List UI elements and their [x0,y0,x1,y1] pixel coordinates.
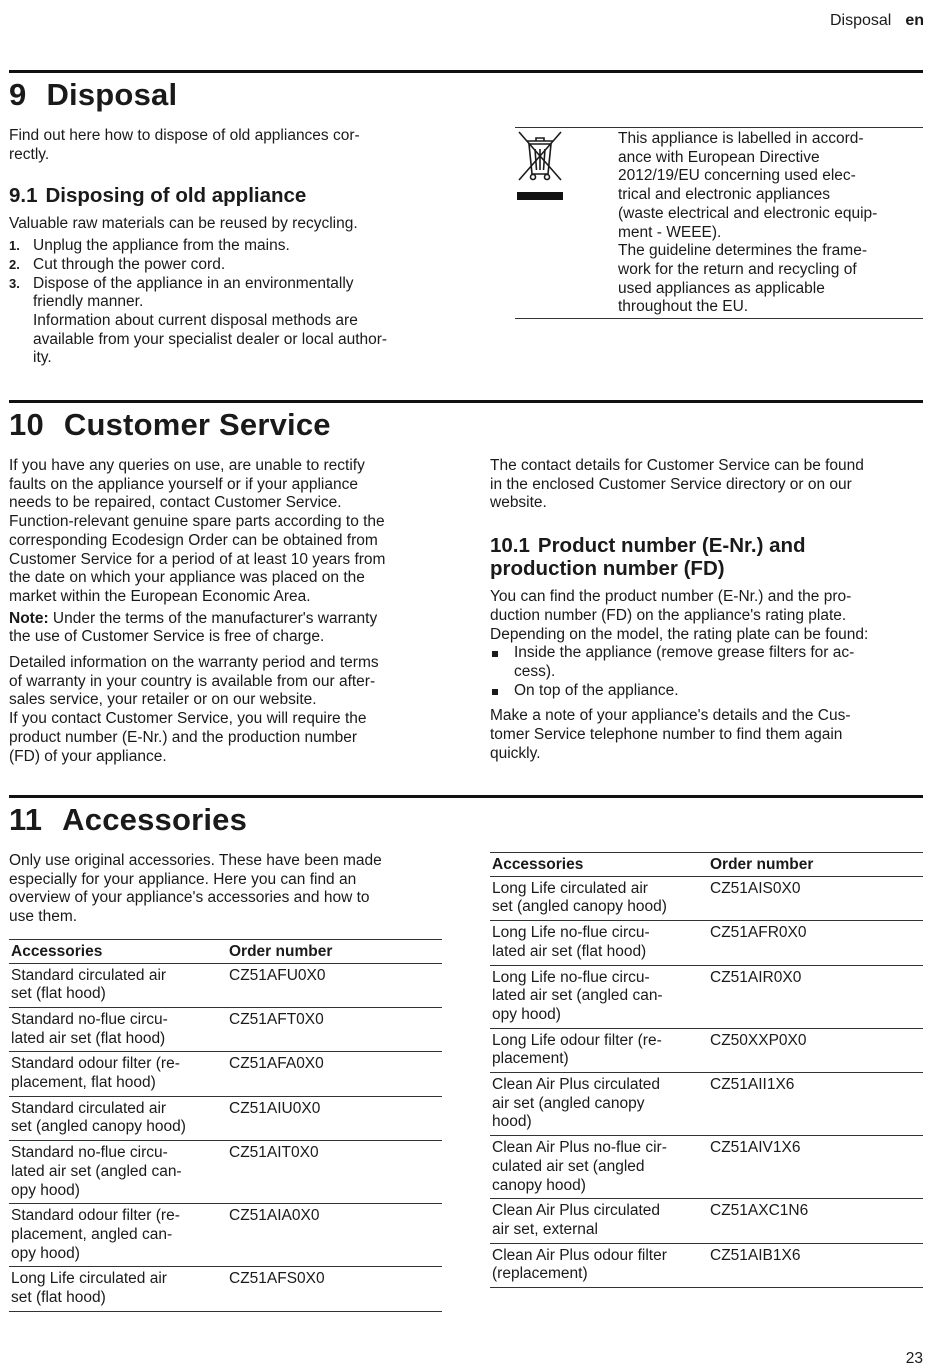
product-note-paragraph: Make a note of your appliance's details and the Cus- tomer Service telephone number to find them again quickly. [490,707,851,762]
subsection-heading-product-number: 10.1 Product number (E-Nr.) and production number (FD) [490,534,806,581]
product-number-paragraph: You can find the product number (E-Nr.) and the pro- duction number (FD) on the appliance's rating plate. Depending on the model, the rating plate can be found: [490,588,869,643]
table-row [490,965,923,1028]
table-row [9,1007,442,1051]
weee-notice [515,127,923,319]
bullet-square-icon [492,651,498,657]
order-number: CZ51AFT0X0 [227,1007,442,1051]
accessory-name: Clean Air Plus odour filter (replacement) [490,1243,708,1287]
table-row [490,876,923,920]
table-row [490,1136,923,1199]
accessories-table-left [9,939,442,1312]
service-left-column [9,457,449,766]
accessory-name: Clean Air Plus no-flue cir- culated air set (angled canopy hood) [490,1136,708,1199]
order-number: CZ51AFR0X0 [708,921,923,965]
table-row [9,1141,442,1204]
order-number: CZ51AFU0X0 [227,963,442,1007]
service-contact-paragraph: The contact details for Customer Service can be found in the enclosed Customer Service directory or on our website. [490,457,864,512]
accessory-name: Standard odour filter (re- placement, flat hood) [9,1052,227,1096]
section-rule [9,795,923,798]
table-row [9,963,442,1007]
section-title: Disposal [46,77,178,112]
column-header-order-number: Order number [708,853,923,877]
accessories-left-column [9,852,442,1312]
section-heading-disposal [9,77,177,113]
order-number: CZ51AIR0X0 [708,965,923,1028]
table-row [9,1204,442,1267]
weee-text: This appliance is labelled in accord- ance with European Directive 2012/19/EU concerning used elec- trical and electronic appliances (waste electrical and electronic equip- ment - WEEE). The guideline determines the frame- work for the return and recycling of used appliances as applicable throughout the EU. [618,130,878,316]
accessories-table-right [490,852,923,1288]
running-header [830,12,924,31]
table-row [9,1096,442,1140]
column-header-accessories: Accessories [490,853,708,877]
section-number: 9 [9,77,27,112]
accessory-name: Standard no-flue circu- lated air set (flat hood) [9,1007,227,1051]
list-item: 3. Dispose of the appliance in an environmentally friendly manner. Information about current disposal methods are available from your specialist dealer or local author- ity. [9,274,388,367]
section-heading-customer-service [9,407,331,443]
crossed-out-wheelie-bin-icon [515,130,565,202]
service-note: Note: Under the terms of the manufacturer's warranty the use of Customer Service is free of charge. [9,609,378,646]
order-number: CZ51AIB1X6 [708,1243,923,1287]
service-right-column [490,457,930,763]
accessory-name: Clean Air Plus circulated air set, external [490,1199,708,1243]
accessory-name: Long Life no-flue circu- lated air set (angled can- opy hood) [490,965,708,1028]
column-header-accessories: Accessories [9,939,227,963]
list-item: 2. Cut through the power cord. [9,255,226,273]
order-number: CZ51AII1X6 [708,1073,923,1136]
section-title: Accessories [62,802,248,837]
order-number: CZ51AFA0X0 [227,1052,442,1096]
accessory-name: Long Life circulated air set (angled canopy hood) [490,876,708,920]
header-section: Disposal [829,12,892,29]
header-language: en [905,12,924,29]
accessory-name: Standard odour filter (re- placement, angled can- opy hood) [9,1204,227,1267]
order-number: CZ51AIS0X0 [708,876,923,920]
order-number: CZ51AIA0X0 [227,1204,442,1267]
order-number: CZ51AIT0X0 [227,1141,442,1204]
accessory-name: Long Life odour filter (re- placement) [490,1028,708,1072]
section-rule [9,400,923,403]
order-number: CZ50XXP0X0 [708,1028,923,1072]
order-number: CZ51AIU0X0 [227,1096,442,1140]
accessory-name: Standard circulated air set (angled canopy hood) [9,1096,227,1140]
service-paragraph: Detailed information on the warranty period and terms of warranty in your country is available from our after- sales service, your retailer or on our website. If you contact Customer Service, you will require the product number (E-Nr.) and the production number (FD) of your appliance. [9,654,379,765]
order-number: CZ51AFS0X0 [227,1267,442,1311]
accessory-name: Standard no-flue circu- lated air set (angled can- opy hood) [9,1141,227,1204]
table-row [9,1267,442,1311]
order-number: CZ51AIV1X6 [708,1136,923,1199]
section-rule [9,70,923,73]
rating-plate-locations [490,644,930,700]
list-item: 1. Unplug the appliance from the mains. [9,237,290,255]
table-row [490,1073,923,1136]
accessory-name: Long Life circulated air set (flat hood) [9,1267,227,1311]
table-row [490,1243,923,1287]
accessory-name: Clean Air Plus circulated air set (angled canopy hood) [490,1073,708,1136]
accessories-right-column [490,852,923,1288]
bullet-square-icon [492,689,498,695]
disposal-steps [9,237,449,368]
table-row [490,1199,923,1243]
note-label: Note: [9,609,49,627]
disposal-left-column [9,127,449,368]
table-header-row [9,939,442,963]
disposal-lead: Valuable raw materials can be reused by recycling. [9,215,358,233]
table-row [9,1052,442,1096]
disposal-intro: Find out here how to dispose of old appliances cor- rectly. [9,127,360,163]
section-heading-accessories [9,802,247,838]
subsection-heading-disposing: 9.1 Disposing of old appliance [9,184,307,208]
table-row [490,921,923,965]
section-number: 10 [9,407,44,442]
page-number: 23 [905,1350,923,1367]
table-header-row [490,853,923,877]
section-number: 11 [9,802,43,837]
column-header-order-number: Order number [227,939,442,963]
accessory-name: Long Life no-flue circu- lated air set (flat hood) [490,921,708,965]
table-row [490,1028,923,1072]
order-number: CZ51AXC1N6 [708,1199,923,1243]
list-item: On top of the appliance. [490,682,930,701]
accessory-name: Standard circulated air set (flat hood) [9,963,227,1007]
section-title: Customer Service [63,407,331,442]
list-item: Inside the appliance (remove grease filters for ac- cess). [490,644,930,681]
service-paragraph: If you have any queries on use, are unable to rectify faults on the appliance yourself or if your appliance needs to be repaired, contact Customer Service. Function-relevant genuine spare parts according to the corresponding Ecodesign Order can be obtained from Customer Service for a period of at least 10 years from the date on which your appliance was placed on the market within the European Economic Area. [9,457,386,605]
accessories-intro: Only use original accessories. These have been made especially for your appliance. Here you can find an overview of your appliance's accessories and how to use them. [9,852,382,926]
